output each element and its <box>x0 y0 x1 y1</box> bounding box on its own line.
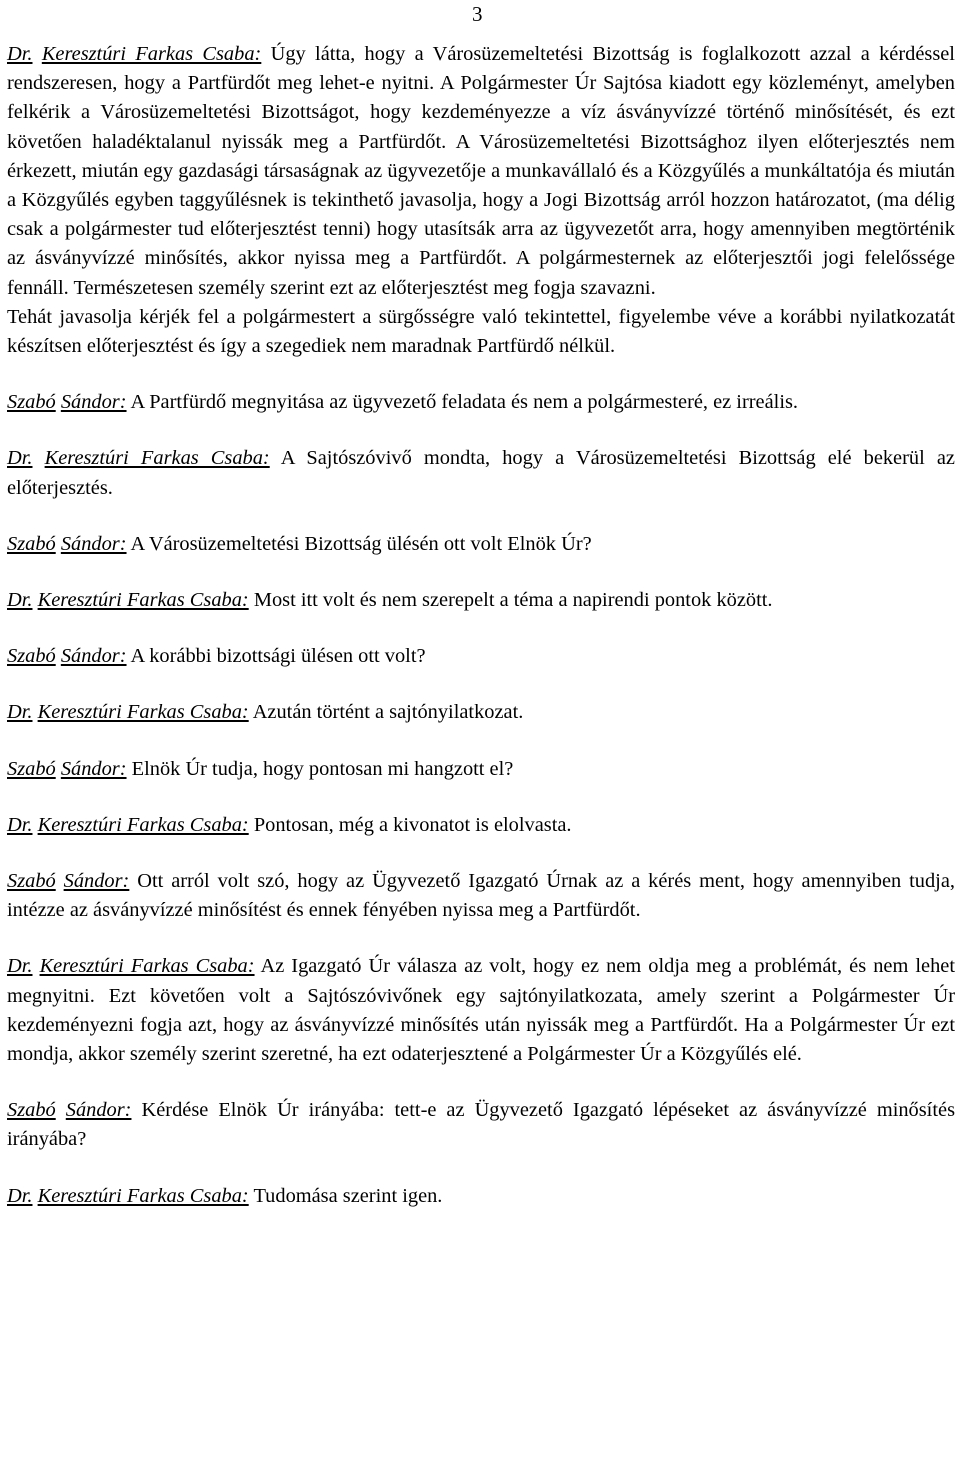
transcript-paragraph <box>7 952 955 1069</box>
paragraph-text: Azután történt a sajtónyilatkozat. <box>252 701 524 724</box>
transcript-paragraph <box>7 755 955 784</box>
speaker-name <box>7 814 249 836</box>
speaker-name-part: Dr. <box>7 1184 33 1207</box>
transcript-paragraph <box>7 40 955 303</box>
paragraph-text: A Partfürdő megnyitása az ügyvezető feladata és nem a polgármesteré, ez irreális. <box>130 391 799 414</box>
speaker-name-part: Sándor: <box>60 391 127 414</box>
transcript-paragraph <box>7 811 955 840</box>
transcript-paragraph <box>7 1182 955 1211</box>
speaker-name-part: Keresztúri Farkas Csaba: <box>37 813 249 836</box>
speaker-name-part: Keresztúri Farkas Csaba: <box>37 1184 249 1207</box>
paragraph-text: Tehát javasolja kérjék fel a polgármestert a sürgősségre való tekintettel, figyelembe véve a korábbi nyilatkozatát készítsen előterjesztést és így a szegediek nem maradnak Partfürdő nélkül. <box>7 305 955 358</box>
paragraph-text: Az Igazgató Úr válasza az volt, hogy ez nem oldja meg a problémát, és nem lehet megnyitni. Ezt követően volt a Sajtószóvivőnek egy sajtónyilatkozata, amely szerint a Polgármester Úr kezdeményezni fogja azt, hogy az ásványvízzé minősítés után nyissák meg a Partfürdőt. Ha a Polgármester Úr ezt mondja, akkor személy szerint szeretné, ha ezt odaterjesztené a Polgármester Úr a Közgyűlés elé. <box>7 955 955 1066</box>
paragraph-text: Úgy látta, hogy a Városüzemeltetési Bizottság is foglalkozott azzal a kérdéssel rendszeresen, hogy a Partfürdőt meg lehet-e nyitni. A Polgármester Úr Sajtósa kiadott egy közleményt, amelyben felkérik a Városüzemeltetési Bizottságot, hogy kezdeményezze a víz ásványvízzé történő minősítését, és ezt követően haladéktalanul nyissák meg a Partfürdőt. A Városüzemeltetési Bizottsághoz ilyen előterjesztés nem érkezett, miután egy gazdasági társaságnak az ügyvezetője a munkavállaló és a Közgyűlés a munkáltatója és miután a Közgyűlés egyben taggyűlésnek is tekinthető javasolja, hogy a Jogi Bizottság arról hozzon határozatot, (ma délig csak a polgármester tud előterjesztést tenni) hogy utasítsák arra az ügyvezetőt arra, hogy amennyiben megtörténik az ásványvízzé minősítés, akkor nyissa meg a Partfürdőt. A polgármesternek az előterjesztői jogi felelőssége fennáll. Természetesen személy szerint ezt az előterjesztést meg fogja szavazni. <box>7 43 955 299</box>
speaker-name-part: Sándor: <box>60 757 127 780</box>
transcript-paragraph <box>7 867 955 925</box>
speaker-name-part: Keresztúri Farkas Csaba: <box>44 447 270 470</box>
speaker-name-part: Sándor: <box>65 1099 132 1122</box>
transcript-body <box>7 40 955 1211</box>
speaker-name <box>7 1185 249 1207</box>
speaker-name-part: Keresztúri Farkas Csaba: <box>37 701 249 724</box>
transcript-paragraph <box>7 388 955 417</box>
speaker-name-part: Szabó <box>7 870 56 893</box>
speaker-name-part: Keresztúri Farkas Csaba: <box>39 955 255 978</box>
paragraph-text: Kérdése Elnök Úr irányába: tett-e az Ügyvezető Igazgató lépéseket az ásványvízzé minősítés irányába? <box>7 1099 956 1151</box>
speaker-name-part: Sándor: <box>60 645 127 668</box>
speaker-name <box>7 870 129 892</box>
paragraph-text: Ott arról volt szó, hogy az Ügyvezető Igazgató Úrnak az a kérés ment, hogy amennyiben tudja, intézze az ásványvízzé minősítést és ennek fényében nyissa meg a Partfürdőt. <box>7 870 955 922</box>
speaker-name-part: Dr. <box>7 813 33 836</box>
speaker-name <box>7 645 127 667</box>
speaker-name-part: Keresztúri Farkas Csaba: <box>41 43 262 65</box>
speaker-name <box>7 701 249 723</box>
speaker-name-part: Szabó <box>7 645 56 668</box>
paragraph-text: Tudomása szerint igen. <box>253 1184 443 1207</box>
speaker-name <box>7 43 261 65</box>
transcript-paragraph <box>7 303 955 361</box>
speaker-name <box>7 533 127 555</box>
speaker-name-part: Szabó <box>7 757 56 780</box>
speaker-name-part: Szabó <box>7 1099 56 1122</box>
speaker-name-part: Dr. <box>7 43 33 65</box>
speaker-name-part: Sándor: <box>63 870 130 893</box>
speaker-name-part: Dr. <box>7 955 33 978</box>
transcript-paragraph <box>7 698 955 727</box>
page-number: 3 <box>472 2 483 26</box>
speaker-name-part: Szabó <box>7 391 56 414</box>
paragraph-text: Most itt volt és nem szerepelt a téma a napirendi pontok között. <box>253 589 773 612</box>
speaker-name <box>7 955 255 977</box>
speaker-name <box>7 1099 131 1121</box>
transcript-paragraph <box>7 444 955 502</box>
speaker-name-part: Szabó <box>7 532 56 555</box>
speaker-name <box>7 589 249 611</box>
speaker-name-part: Dr. <box>7 447 33 470</box>
speaker-name-part: Sándor: <box>60 532 127 555</box>
speaker-name-part: Dr. <box>7 589 33 612</box>
transcript-paragraph <box>7 530 955 559</box>
transcript-paragraph <box>7 586 955 615</box>
transcript-paragraph <box>7 1096 955 1154</box>
speaker-name <box>7 447 270 469</box>
paragraph-text: Pontosan, még a kivonatot is elolvasta. <box>253 813 572 836</box>
speaker-name <box>7 391 127 413</box>
speaker-name <box>7 758 127 780</box>
speaker-name-part: Dr. <box>7 701 33 724</box>
transcript-paragraph <box>7 642 955 671</box>
paragraph-text: A Sajtószóvivő mondta, hogy a Városüzemeltetési Bizottság elé bekerül az előterjesztés. <box>7 447 955 499</box>
speaker-name-part: Keresztúri Farkas Csaba: <box>37 589 249 612</box>
paragraph-text: A Városüzemeltetési Bizottság ülésén ott volt Elnök Úr? <box>130 532 592 555</box>
paragraph-text: Elnök Úr tudja, hogy pontosan mi hangzott el? <box>131 757 514 780</box>
paragraph-text: A korábbi bizottsági ülésen ott volt? <box>130 645 426 668</box>
